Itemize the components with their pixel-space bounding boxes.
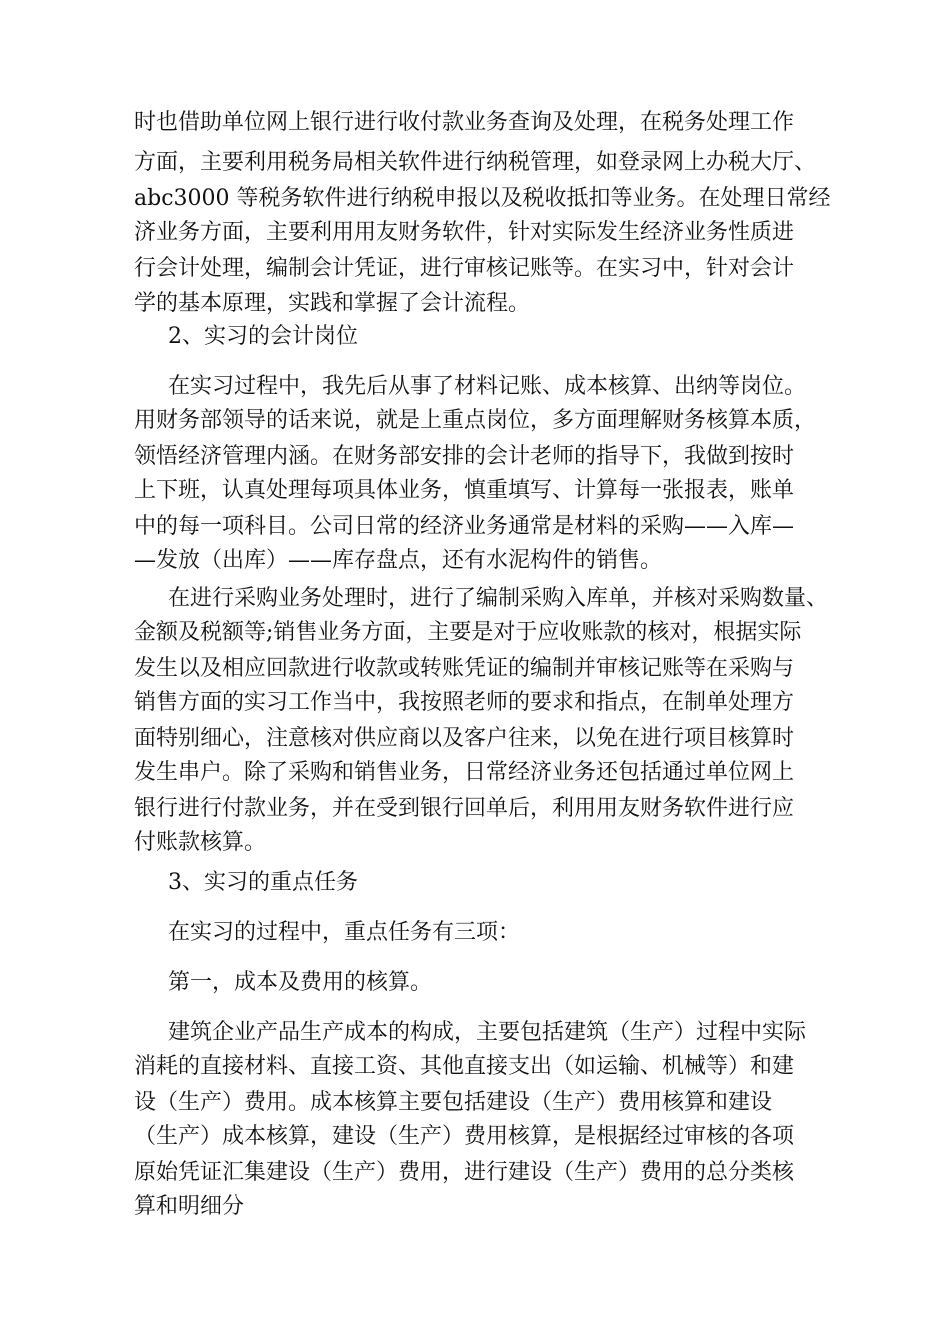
text-line: 原始凭证汇集建设（生产）费用，进行建设（生产）费用的总分类核 bbox=[134, 1160, 795, 1185]
text-line: 付账款核算。 bbox=[134, 830, 267, 855]
text-line: 方面，主要利用税务局相关软件进行纳税管理，如登录网上办税大厅、 bbox=[134, 150, 817, 175]
text-line: 面特别细心，注意核对供应商以及客户往来，以免在进行项目核算时 bbox=[134, 726, 795, 751]
text-line: abc3000 等税务软件进行纳税申报以及税收抵扣等业务。在处理日常经 bbox=[134, 186, 831, 211]
text-line: 领悟经济管理内涵。在财务部安排的会计老师的指导下，我做到按时 bbox=[134, 444, 795, 469]
text-line: 行会计处理，编制会计凭证，进行审核记账等。在实习中，针对会计 bbox=[134, 256, 795, 281]
text-line: 销售方面的实习工作当中，我按照老师的要求和指点，在制单处理方 bbox=[134, 690, 795, 715]
text-line: 发生串户。除了采购和销售业务，日常经济业务还包括通过单位网上 bbox=[134, 760, 795, 785]
paragraph-4: 在实习的过程中，重点任务有三项： bbox=[168, 920, 521, 945]
text-line: 学的基本原理，实践和掌握了会计流程。 bbox=[134, 291, 531, 316]
text-line: 金额及税额等;销售业务方面，主要是对于应收账款的核对，根据实际 bbox=[134, 620, 802, 645]
section-heading-3: 3、实习的重点任务 bbox=[168, 870, 358, 895]
text-line: 发生以及相应回款进行收款或转账凭证的编制并审核记账等在采购与 bbox=[134, 656, 795, 681]
text-line: 建筑企业产品生产成本的构成，主要包括建筑（生产）过程中实际 bbox=[168, 1020, 807, 1045]
text-line: 在进行采购业务处理时，进行了编制采购入库单，并核对采购数量、 bbox=[168, 586, 829, 611]
text-line: 时也借助单位网上银行进行收付款业务查询及处理，在税务处理工作 bbox=[134, 110, 795, 135]
text-line: 在实习过程中，我先后从事了材料记账、成本核算、出纳等岗位。 bbox=[168, 374, 807, 399]
text-line: （生产）成本核算，建设（生产）费用核算，是根据经过审核的各项 bbox=[134, 1124, 795, 1149]
text-line: 上下班，认真处理每项具体业务，慎重填写、计算每一张报表，账单 bbox=[134, 478, 795, 503]
text-line: 算和明细分 bbox=[134, 1194, 245, 1219]
text-line: 银行进行付款业务，并在受到银行回单后，利用用友财务软件进行应 bbox=[134, 796, 795, 821]
text-line: 中的每一项科目。公司日常的经济业务通常是材料的采购——入库— bbox=[134, 514, 795, 539]
text-line: 用财务部领导的话来说，就是上重点岗位，多方面理解财务核算本质， bbox=[134, 408, 817, 433]
section-heading-2: 2、实习的会计岗位 bbox=[168, 324, 358, 349]
text-line: 设（生产）费用。成本核算主要包括建设（生产）费用核算和建设 bbox=[134, 1090, 773, 1115]
text-line: 消耗的直接材料、直接工资、其他直接支出（如运输、机械等）和建 bbox=[134, 1054, 795, 1079]
text-line: —发放（出库）——库存盘点，还有水泥构件的销售。 bbox=[134, 548, 663, 573]
paragraph-5: 第一，成本及费用的核算。 bbox=[168, 970, 433, 995]
text-line: 济业务方面，主要利用用友财务软件，针对实际发生经济业务性质进 bbox=[134, 220, 795, 245]
